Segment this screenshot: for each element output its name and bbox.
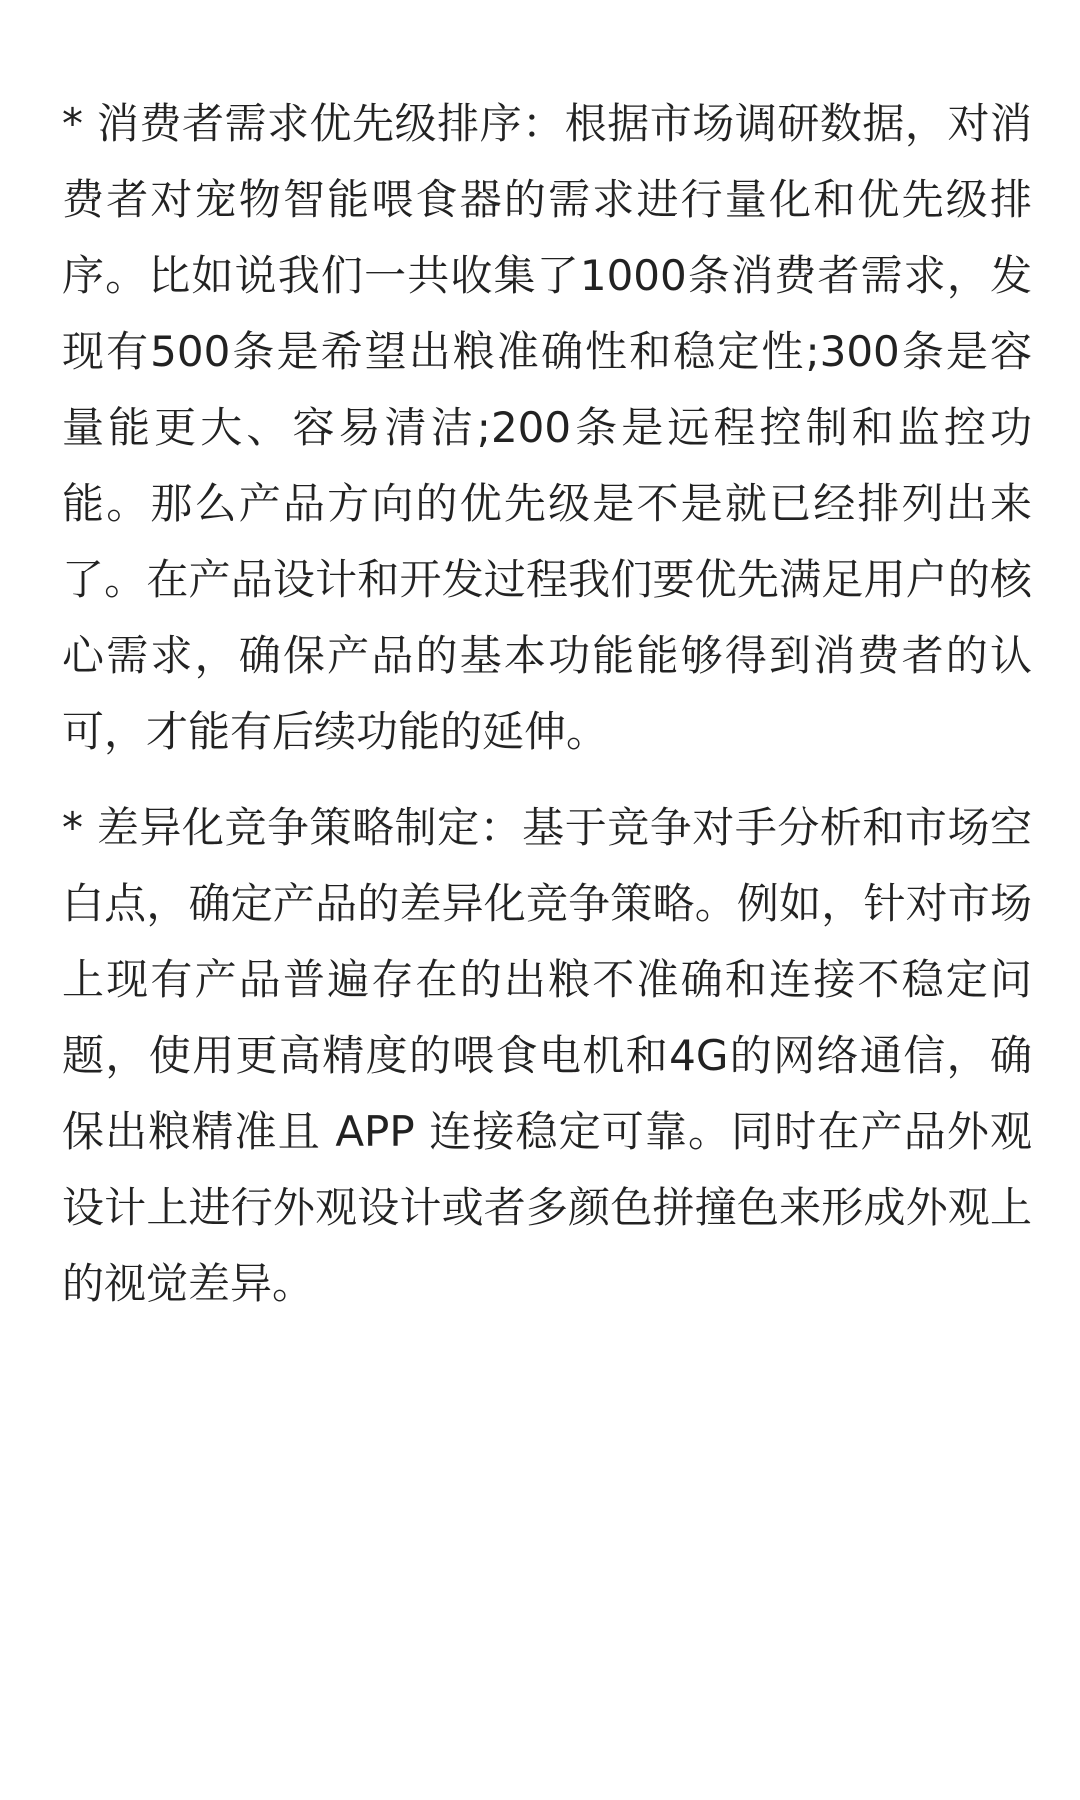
paragraph-text: 消费者需求优先级排序：根据市场调研数据，对消费者对宠物智能喂食器的需求进行量化和优先级排序。比如说我们一共收集了1000条消费者需求，发现有500条是希望出粮准确性和稳定性;300条是容量能更大、容易清洁;200条是远程控制和监控功能。那么产品方向的优先级是不是就已经排列出来了。在产品设计和开发过程我们要优先满足用户的核心需求，确保产品的基本功能能够得到消费者的认可，才能有后续功能的延伸。 xyxy=(62,99,1032,756)
paragraph-text: 差异化竞争策略制定：基于竞争对手分析和市场空白点，确定产品的差异化竞争策略。例如，针对市场上现有产品普遍存在的出粮不准确和连接不稳定问题，使用更高精度的喂食电机和4G的网络通信，确保出粮精准且 APP 连接稳定可靠。同时在产品外观设计上进行外观设计或者多颜色拼撞色来形成外观上的视觉差异。 xyxy=(62,803,1032,1308)
bullet-marker: * xyxy=(62,99,97,148)
paragraph-demand-priority xyxy=(62,86,1032,770)
paragraph-differentiation-strategy xyxy=(62,790,1032,1322)
bullet-marker: * xyxy=(62,803,97,852)
article-body xyxy=(62,86,1032,1342)
